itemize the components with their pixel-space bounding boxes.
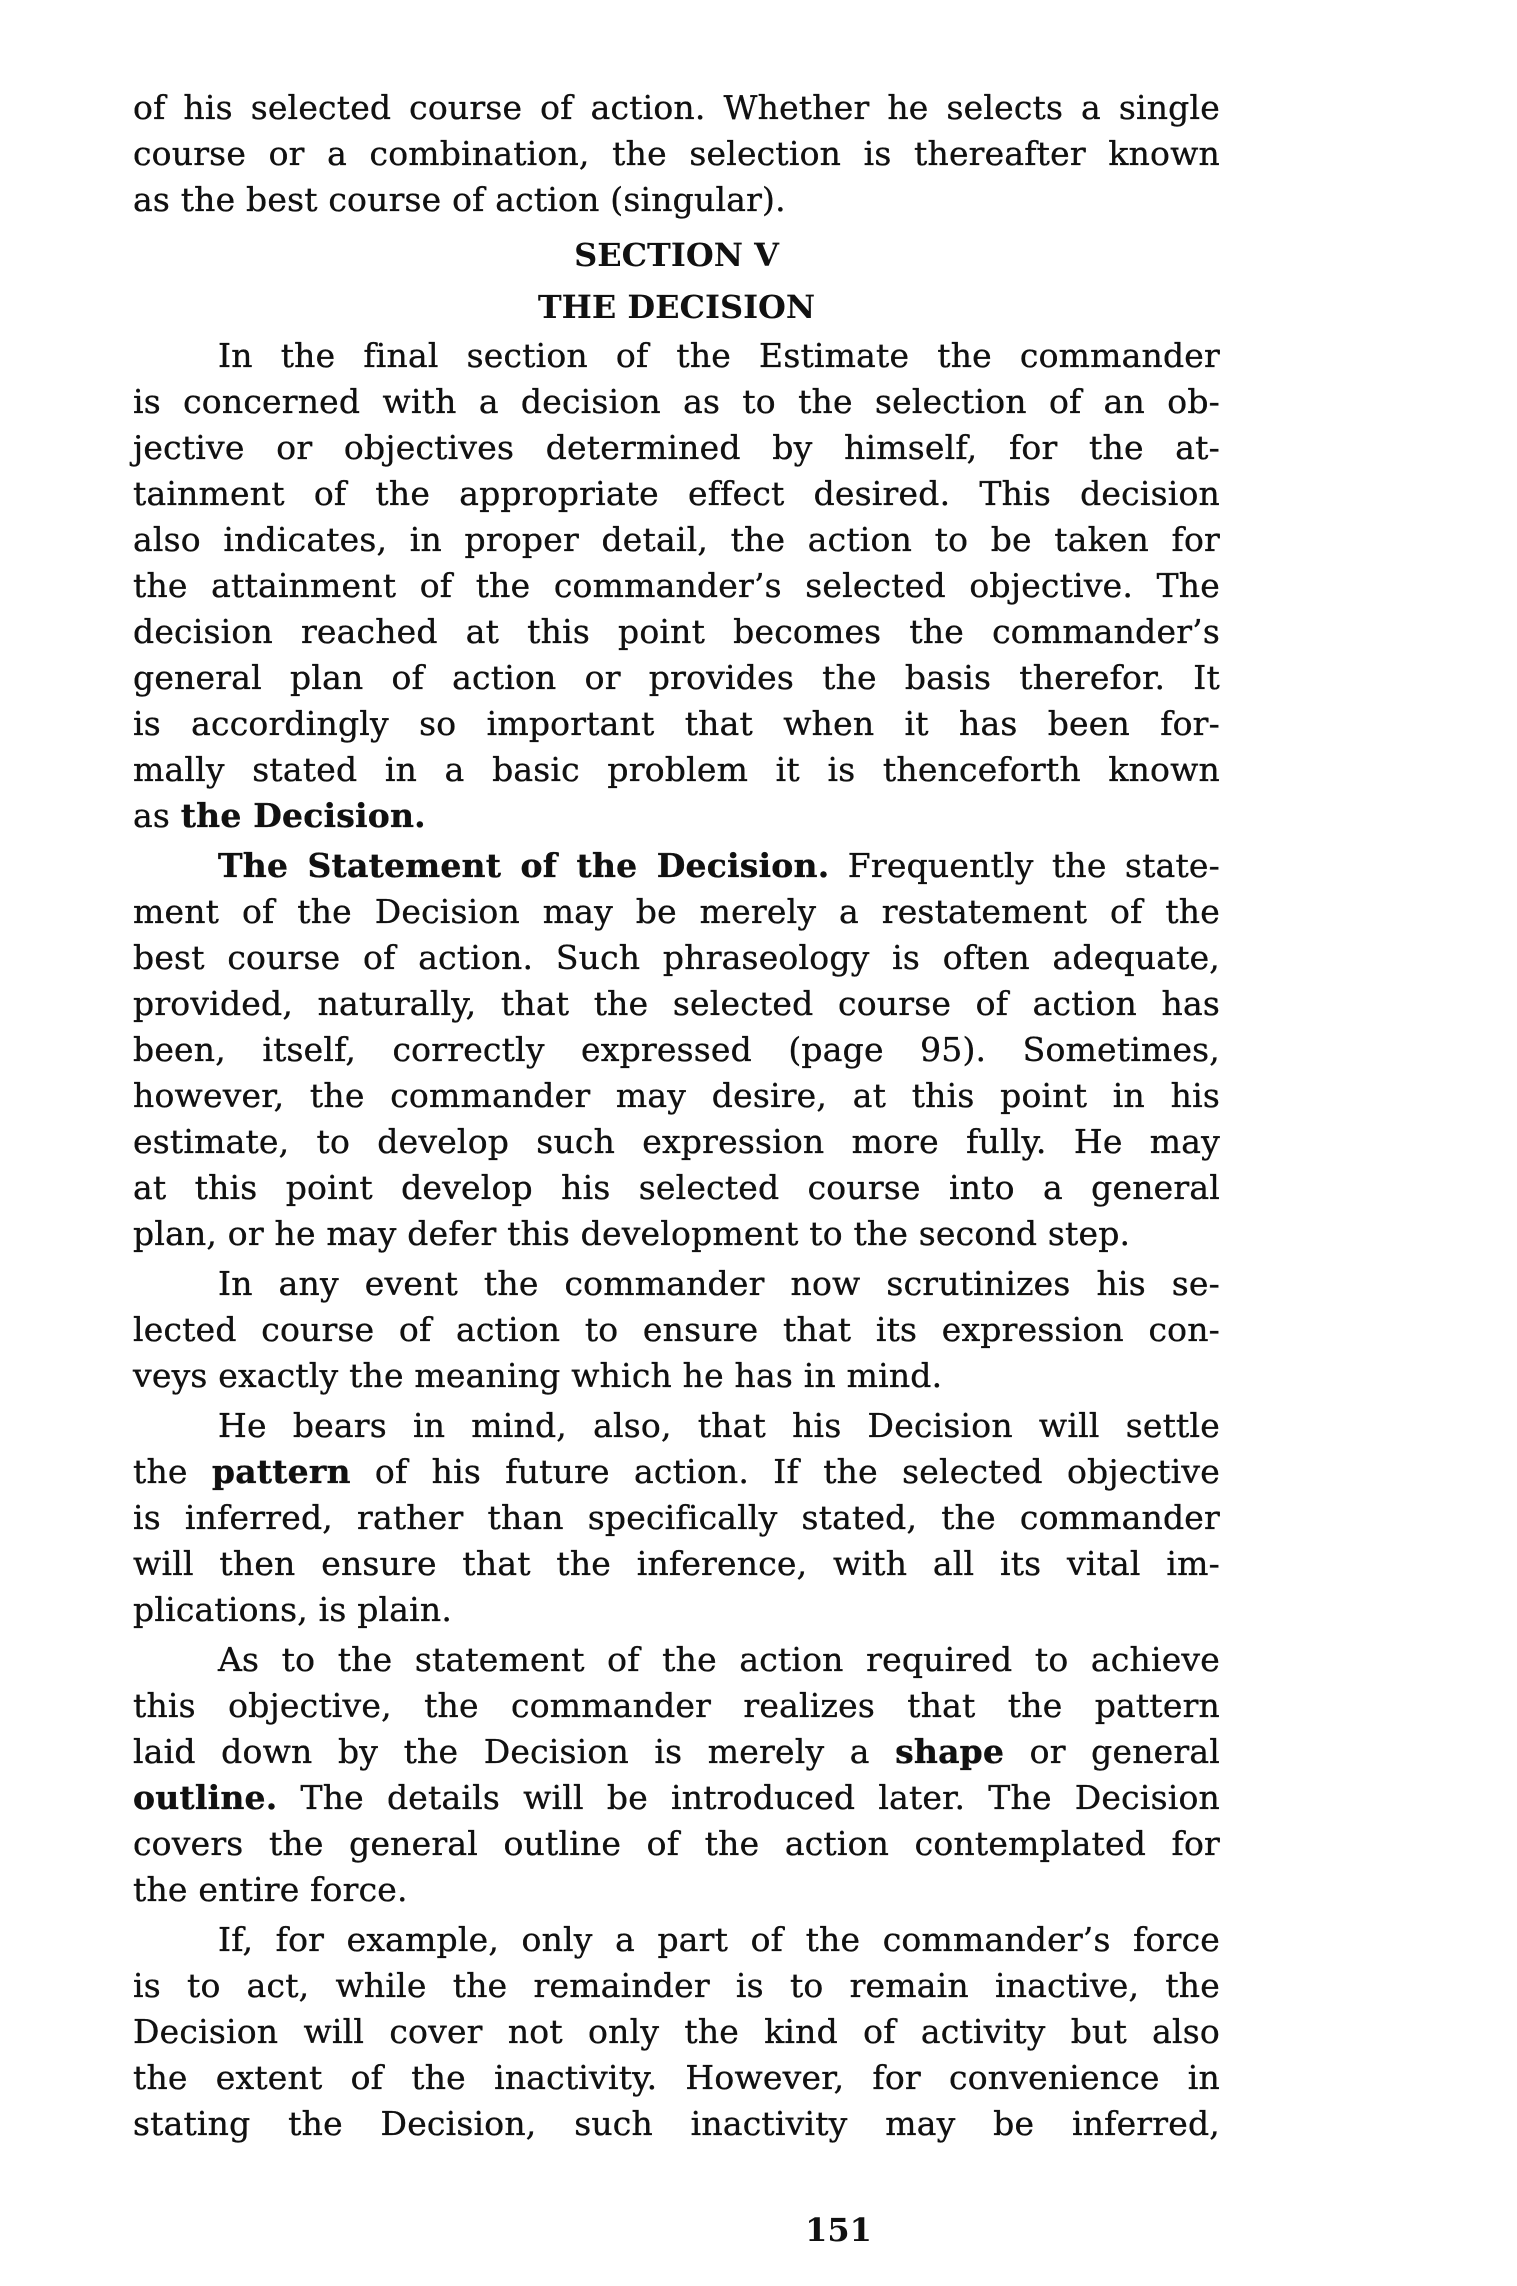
text-line: been, itself, correctly expressed (page 95). Sometimes, xyxy=(133,1030,1220,1069)
text-line: of his selected course of action. Whether he selects a single xyxy=(133,88,1220,127)
text-segment: laid down by the Decision is merely a xyxy=(133,1732,896,1771)
text-line: Decision will cover not only the kind of activity but also xyxy=(133,2012,1220,2051)
text-line: In any event the commander now scrutinizes his se- xyxy=(218,1264,1220,1303)
text-segment: as xyxy=(133,796,181,835)
text-line: best course of action. Such phraseology is often adequate, xyxy=(133,938,1220,977)
text-line xyxy=(133,1449,1220,1495)
opening-paragraph xyxy=(133,85,1220,223)
bold-term-the-decision: the Decision. xyxy=(180,796,426,835)
text-line: He bears in mind, also, that his Decision will settle xyxy=(218,1406,1220,1445)
text-line: covers the general outline of the action contemplated for xyxy=(133,1824,1220,1863)
page-number: 151 xyxy=(805,2211,872,2249)
text-segment: the xyxy=(133,1452,212,1491)
text-line: is concerned with a decision as to the selection of an ob- xyxy=(133,382,1220,421)
run-in-heading: The Statement of the Decision. xyxy=(218,846,830,885)
text-line: plan, or he may defer this development to the second step. xyxy=(133,1214,1131,1253)
text-line: As to the statement of the action required to achieve xyxy=(218,1640,1220,1679)
text-line: also indicates, in proper detail, the action to be taken for xyxy=(133,520,1220,559)
text-line: general plan of action or provides the basis therefor. It xyxy=(133,658,1220,697)
section-title: THE DECISION xyxy=(537,288,816,326)
text-line: ment of the Decision may be merely a restatement of the xyxy=(133,892,1220,931)
text-segment: of his future action. If the selected objective xyxy=(350,1452,1220,1491)
paragraph-pattern xyxy=(133,1403,1220,1633)
text-line xyxy=(133,1775,1220,1821)
bold-term-outline: outline. xyxy=(133,1778,278,1817)
text-segment: The details will be introduced later. The Decision xyxy=(277,1778,1220,1817)
text-line: lected course of action to ensure that its expression con- xyxy=(133,1310,1220,1349)
text-column xyxy=(133,85,1220,2151)
text-line xyxy=(133,793,1220,839)
text-line: this objective, the commander realizes that the pattern xyxy=(133,1686,1220,1725)
paragraph-example xyxy=(133,1917,1220,2147)
bold-term-pattern: pattern xyxy=(211,1452,351,1491)
text-line: however, the commander may desire, at this point in his xyxy=(133,1076,1220,1115)
text-line: the entire force. xyxy=(133,1870,408,1909)
text-line: as the best course of action (singular). xyxy=(133,180,786,219)
text-segment: Frequently the state- xyxy=(829,846,1220,885)
paragraph-decision-intro xyxy=(133,333,1220,839)
text-line: If, for example, only a part of the commander’s force xyxy=(218,1920,1220,1959)
text-line: jective or objectives determined by himself, for the at- xyxy=(133,428,1220,467)
text-line: stating the Decision, such inactivity may be inferred, xyxy=(133,2104,1220,2143)
text-segment: or general xyxy=(1004,1732,1220,1771)
text-line: course or a combination, the selection is thereafter known xyxy=(133,134,1220,173)
text-line: is accordingly so important that when it has been for- xyxy=(133,704,1220,743)
text-line: will then ensure that the inference, with all its vital im- xyxy=(133,1544,1220,1583)
text-line: decision reached at this point becomes the commander’s xyxy=(133,612,1220,651)
paragraph-scrutinize xyxy=(133,1261,1220,1399)
bold-term-shape: shape xyxy=(895,1732,1005,1771)
text-line xyxy=(133,843,1220,889)
section-label: SECTION V xyxy=(574,236,779,274)
paragraph-statement-of-action xyxy=(133,1637,1220,1913)
text-line: In the final section of the Estimate the commander xyxy=(218,336,1220,375)
paragraph-statement-of-decision xyxy=(133,843,1220,1257)
text-line: plications, is plain. xyxy=(133,1590,453,1629)
text-line: provided, naturally, that the selected course of action has xyxy=(133,984,1220,1023)
text-line: mally stated in a basic problem it is thenceforth known xyxy=(133,750,1220,789)
text-line: is inferred, rather than specifically stated, the commander xyxy=(133,1498,1220,1537)
text-line: is to act, while the remainder is to remain inactive, the xyxy=(133,1966,1220,2005)
text-line xyxy=(133,1729,1220,1775)
text-line: tainment of the appropriate effect desired. This decision xyxy=(133,474,1220,513)
text-line: veys exactly the meaning which he has in mind. xyxy=(133,1356,943,1395)
text-line: at this point develop his selected course into a general xyxy=(133,1168,1220,1207)
text-line: estimate, to develop such expression more fully. He may xyxy=(133,1122,1220,1161)
text-line: the extent of the inactivity. However, for convenience in xyxy=(133,2058,1220,2097)
text-line: the attainment of the commander’s selected objective. The xyxy=(133,566,1220,605)
